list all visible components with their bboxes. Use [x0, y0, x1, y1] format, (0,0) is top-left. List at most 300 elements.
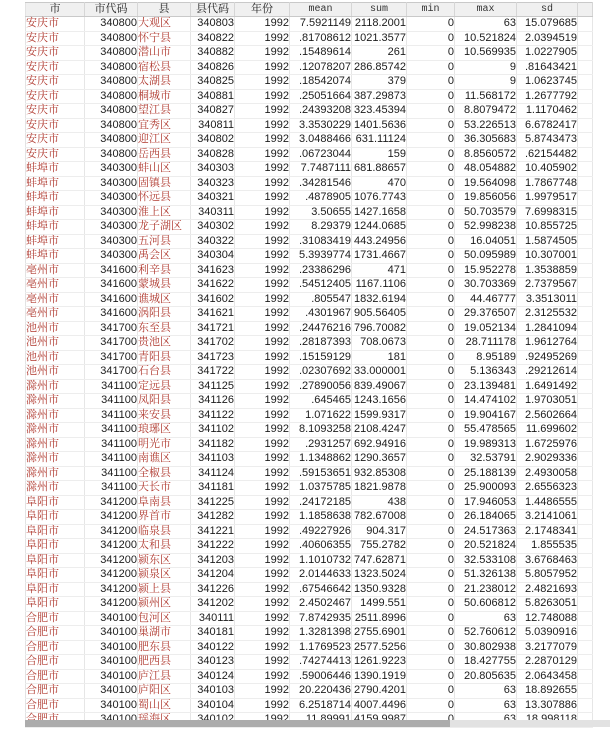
cell-mean[interactable]: .06723044 [290, 147, 352, 162]
cell-city[interactable]: 蚌埠市 [26, 162, 85, 177]
cell-sum[interactable]: 33.000001 [352, 365, 407, 380]
cell-sum[interactable]: 1832.6194 [352, 292, 407, 307]
cell-sum[interactable]: 1427.1658 [352, 205, 407, 220]
cell-mean[interactable]: .23386296 [290, 263, 352, 278]
cell-county[interactable]: 凤阳县 [138, 394, 191, 409]
cell-min[interactable]: 0 [407, 437, 455, 452]
cell-min[interactable]: 0 [407, 698, 455, 713]
cell-year[interactable]: 1992 [235, 220, 290, 235]
cell-county[interactable]: 界首市 [138, 510, 191, 525]
cell-max[interactable]: 55.478565 [455, 423, 517, 438]
cell-county-code[interactable]: 341622 [191, 278, 235, 293]
cell-year[interactable]: 1992 [235, 191, 290, 206]
cell-year[interactable]: 1992 [235, 104, 290, 119]
cell-min[interactable]: 0 [407, 249, 455, 264]
cell-sd[interactable]: 3.2141061 [517, 510, 578, 525]
cell-mean[interactable]: .31083419 [290, 234, 352, 249]
cell-year[interactable]: 1992 [235, 510, 290, 525]
cell-city[interactable]: 合肥市 [26, 698, 85, 713]
cell-sum[interactable]: 470 [352, 176, 407, 191]
cell-mean[interactable]: 20.220436 [290, 684, 352, 699]
cell-mean[interactable]: .25051664 [290, 89, 352, 104]
cell-mean[interactable]: 8.1093258 [290, 423, 352, 438]
cell-max[interactable]: 14.474102 [455, 394, 517, 409]
cell-city[interactable]: 阜阳市 [26, 568, 85, 583]
cell-min[interactable]: 0 [407, 669, 455, 684]
cell-mean[interactable]: .34281546 [290, 176, 352, 191]
cell-city[interactable]: 安庆市 [26, 17, 85, 32]
cell-sd[interactable]: 18.892655 [517, 684, 578, 699]
cell-city[interactable]: 池州市 [26, 350, 85, 365]
cell-year[interactable]: 1992 [235, 582, 290, 597]
cell-sum[interactable]: 1401.5636 [352, 118, 407, 133]
cell-county[interactable]: 潜山市 [138, 46, 191, 61]
cell-county[interactable]: 颍州区 [138, 597, 191, 612]
cell-min[interactable]: 0 [407, 394, 455, 409]
cell-mean[interactable]: 7.8742935 [290, 611, 352, 626]
cell-min[interactable]: 0 [407, 234, 455, 249]
cell-min[interactable]: 0 [407, 408, 455, 423]
cell-city-code[interactable]: 341200 [85, 597, 138, 612]
cell-mean[interactable]: .27890056 [290, 379, 352, 394]
cell-county-code[interactable]: 341202 [191, 597, 235, 612]
cell-city[interactable]: 安庆市 [26, 89, 85, 104]
cell-county[interactable]: 怀远县 [138, 191, 191, 206]
cell-sd[interactable]: 10.307001 [517, 249, 578, 264]
cell-max[interactable]: 30.802938 [455, 640, 517, 655]
cell-max[interactable]: 20.805635 [455, 669, 517, 684]
cell-year[interactable]: 1992 [235, 249, 290, 264]
cell-max[interactable]: 19.904167 [455, 408, 517, 423]
cell-city[interactable]: 合肥市 [26, 626, 85, 641]
cell-min[interactable]: 0 [407, 684, 455, 699]
cell-max[interactable]: 52.998238 [455, 220, 517, 235]
cell-min[interactable]: 0 [407, 176, 455, 191]
cell-year[interactable]: 1992 [235, 452, 290, 467]
cell-max[interactable]: 20.521824 [455, 539, 517, 554]
cell-sum[interactable]: 286.85742 [352, 60, 407, 75]
column-header-max[interactable]: max [455, 3, 517, 17]
cell-county-code[interactable]: 340825 [191, 75, 235, 90]
cell-sum[interactable]: 1076.7743 [352, 191, 407, 206]
cell-county-code[interactable]: 340122 [191, 640, 235, 655]
cell-mean[interactable]: 8.29379 [290, 220, 352, 235]
cell-sd[interactable]: 2.0643458 [517, 669, 578, 684]
cell-city[interactable]: 阜阳市 [26, 510, 85, 525]
cell-city[interactable]: 亳州市 [26, 307, 85, 322]
cell-max[interactable]: 17.946053 [455, 495, 517, 510]
cell-sd[interactable]: 5.8263051 [517, 597, 578, 612]
cell-sd[interactable]: 1.6725976 [517, 437, 578, 452]
cell-city-code[interactable]: 341700 [85, 321, 138, 336]
cell-county[interactable]: 肥东县 [138, 640, 191, 655]
cell-year[interactable]: 1992 [235, 466, 290, 481]
cell-mean[interactable]: .18542074 [290, 75, 352, 90]
cell-city[interactable]: 安庆市 [26, 104, 85, 119]
cell-county-code[interactable]: 340111 [191, 611, 235, 626]
cell-year[interactable]: 1992 [235, 17, 290, 32]
cell-sum[interactable]: 2108.4247 [352, 423, 407, 438]
cell-city[interactable]: 阜阳市 [26, 597, 85, 612]
cell-max[interactable]: 8.8560572 [455, 147, 517, 162]
cell-county[interactable]: 东至县 [138, 321, 191, 336]
cell-sum[interactable]: 1821.9878 [352, 481, 407, 496]
cell-city[interactable]: 滁州市 [26, 437, 85, 452]
cell-min[interactable]: 0 [407, 75, 455, 90]
cell-min[interactable]: 0 [407, 626, 455, 641]
column-header-sd[interactable]: sd [517, 3, 578, 17]
cell-city-code[interactable]: 340300 [85, 249, 138, 264]
cell-min[interactable]: 0 [407, 162, 455, 177]
cell-min[interactable]: 0 [407, 205, 455, 220]
cell-county[interactable]: 石台县 [138, 365, 191, 380]
cell-year[interactable]: 1992 [235, 611, 290, 626]
cell-county[interactable]: 岳西县 [138, 147, 191, 162]
cell-sum[interactable]: 471 [352, 263, 407, 278]
cell-county[interactable]: 迎江区 [138, 133, 191, 148]
cell-min[interactable]: 0 [407, 263, 455, 278]
cell-county-code[interactable]: 340827 [191, 104, 235, 119]
cell-sd[interactable]: 7.6998315 [517, 205, 578, 220]
cell-year[interactable]: 1992 [235, 437, 290, 452]
cell-mean[interactable]: .74274413 [290, 655, 352, 670]
cell-city[interactable]: 安庆市 [26, 118, 85, 133]
cell-min[interactable]: 0 [407, 510, 455, 525]
cell-max[interactable]: 19.856056 [455, 191, 517, 206]
cell-city-code[interactable]: 340300 [85, 220, 138, 235]
cell-mean[interactable]: .67546642 [290, 582, 352, 597]
cell-city-code[interactable]: 341200 [85, 553, 138, 568]
cell-min[interactable]: 0 [407, 452, 455, 467]
cell-year[interactable]: 1992 [235, 408, 290, 423]
cell-city-code[interactable]: 340100 [85, 611, 138, 626]
cell-year[interactable]: 1992 [235, 31, 290, 46]
cell-mean[interactable]: .4878905 [290, 191, 352, 206]
cell-county[interactable]: 巢湖市 [138, 626, 191, 641]
cell-county-code[interactable]: 340123 [191, 655, 235, 670]
horizontal-scrollbar[interactable] [25, 720, 610, 727]
cell-sum[interactable]: 1261.9223 [352, 655, 407, 670]
cell-county-code[interactable]: 340304 [191, 249, 235, 264]
cell-county[interactable]: 桐城市 [138, 89, 191, 104]
cell-city[interactable]: 滁州市 [26, 466, 85, 481]
cell-sd[interactable]: 2.2870129 [517, 655, 578, 670]
cell-city-code[interactable]: 341200 [85, 568, 138, 583]
cell-county[interactable]: 大观区 [138, 17, 191, 32]
cell-city[interactable]: 安庆市 [26, 75, 85, 90]
cell-county[interactable]: 全椒县 [138, 466, 191, 481]
cell-city-code[interactable]: 341700 [85, 365, 138, 380]
cell-max[interactable]: 63 [455, 698, 517, 713]
cell-min[interactable]: 0 [407, 118, 455, 133]
cell-mean[interactable]: .15489614 [290, 46, 352, 61]
cell-county-code[interactable]: 341621 [191, 307, 235, 322]
cell-sum[interactable]: 747.62871 [352, 553, 407, 568]
cell-city[interactable]: 滁州市 [26, 394, 85, 409]
cell-mean[interactable]: 7.7487111 [290, 162, 352, 177]
cell-city-code[interactable]: 340800 [85, 60, 138, 75]
cell-min[interactable]: 0 [407, 191, 455, 206]
cell-county[interactable]: 龙子湖区 [138, 220, 191, 235]
cell-sd[interactable]: 2.4930058 [517, 466, 578, 481]
cell-county[interactable]: 望江县 [138, 104, 191, 119]
cell-sd[interactable]: 1.0623745 [517, 75, 578, 90]
cell-sd[interactable]: .62154482 [517, 147, 578, 162]
cell-city-code[interactable]: 341100 [85, 437, 138, 452]
cell-county-code[interactable]: 340882 [191, 46, 235, 61]
cell-year[interactable]: 1992 [235, 205, 290, 220]
cell-city-code[interactable]: 341700 [85, 350, 138, 365]
column-header-city[interactable]: 市 [26, 3, 85, 17]
cell-county[interactable]: 庐阳区 [138, 684, 191, 699]
cell-county-code[interactable]: 340826 [191, 60, 235, 75]
cell-sd[interactable]: 3.3513011 [517, 292, 578, 307]
cell-county[interactable]: 颍上县 [138, 582, 191, 597]
cell-county-code[interactable]: 340881 [191, 89, 235, 104]
cell-year[interactable]: 1992 [235, 539, 290, 554]
cell-city[interactable]: 滁州市 [26, 481, 85, 496]
cell-sum[interactable]: 1731.4667 [352, 249, 407, 264]
cell-min[interactable]: 0 [407, 423, 455, 438]
cell-county-code[interactable]: 341103 [191, 452, 235, 467]
cell-county-code[interactable]: 341602 [191, 292, 235, 307]
column-header-mean[interactable]: mean [290, 3, 352, 17]
cell-city[interactable]: 阜阳市 [26, 582, 85, 597]
cell-city[interactable]: 合肥市 [26, 655, 85, 670]
cell-county-code[interactable]: 340803 [191, 17, 235, 32]
cell-city-code[interactable]: 341200 [85, 495, 138, 510]
cell-sum[interactable]: 796.70082 [352, 321, 407, 336]
cell-sd[interactable]: 2.5602664 [517, 408, 578, 423]
cell-sum[interactable]: 323.45394 [352, 104, 407, 119]
cell-sd[interactable]: 1.5874505 [517, 234, 578, 249]
cell-year[interactable]: 1992 [235, 292, 290, 307]
cell-min[interactable]: 0 [407, 278, 455, 293]
cell-city-code[interactable]: 340800 [85, 133, 138, 148]
cell-year[interactable]: 1992 [235, 162, 290, 177]
cell-city-code[interactable]: 340800 [85, 17, 138, 32]
column-header-county-code[interactable]: 县代码 [191, 3, 235, 17]
cell-year[interactable]: 1992 [235, 176, 290, 191]
cell-max[interactable]: 23.139481 [455, 379, 517, 394]
cell-year[interactable]: 1992 [235, 307, 290, 322]
cell-year[interactable]: 1992 [235, 60, 290, 75]
cell-min[interactable]: 0 [407, 553, 455, 568]
cell-year[interactable]: 1992 [235, 365, 290, 380]
cell-max[interactable]: 30.703369 [455, 278, 517, 293]
cell-mean[interactable]: 5.3939774 [290, 249, 352, 264]
cell-county[interactable]: 临泉县 [138, 524, 191, 539]
cell-mean[interactable]: 1.1348862 [290, 452, 352, 467]
cell-city-code[interactable]: 341200 [85, 524, 138, 539]
cell-sum[interactable]: 2755.6901 [352, 626, 407, 641]
cell-sd[interactable]: 12.748088 [517, 611, 578, 626]
cell-max[interactable]: 26.184065 [455, 510, 517, 525]
cell-sd[interactable]: 1.3538859 [517, 263, 578, 278]
cell-year[interactable]: 1992 [235, 379, 290, 394]
cell-max[interactable]: 15.952278 [455, 263, 517, 278]
cell-county-code[interactable]: 341623 [191, 263, 235, 278]
cell-max[interactable]: 8.95189 [455, 350, 517, 365]
cell-sum[interactable]: 2118.2001 [352, 17, 407, 32]
cell-mean[interactable]: 3.0488466 [290, 133, 352, 148]
cell-mean[interactable]: 2.0144633 [290, 568, 352, 583]
cell-sum[interactable]: 181 [352, 350, 407, 365]
cell-max[interactable]: 44.46777 [455, 292, 517, 307]
cell-county[interactable]: 南谯区 [138, 452, 191, 467]
cell-city-code[interactable]: 340100 [85, 626, 138, 641]
cell-county-code[interactable]: 341125 [191, 379, 235, 394]
cell-mean[interactable]: .645465 [290, 394, 352, 409]
cell-city[interactable]: 蚌埠市 [26, 205, 85, 220]
cell-max[interactable]: 19.052134 [455, 321, 517, 336]
column-header-city-code[interactable]: 市代码 [85, 3, 138, 17]
cell-mean[interactable]: .2931257 [290, 437, 352, 452]
cell-county-code[interactable]: 340124 [191, 669, 235, 684]
cell-min[interactable]: 0 [407, 46, 455, 61]
cell-city[interactable]: 合肥市 [26, 611, 85, 626]
column-header-min[interactable]: min [407, 3, 455, 17]
cell-county[interactable]: 宜秀区 [138, 118, 191, 133]
cell-sd[interactable]: 10.855725 [517, 220, 578, 235]
cell-city[interactable]: 蚌埠市 [26, 220, 85, 235]
cell-min[interactable]: 0 [407, 60, 455, 75]
cell-sum[interactable]: 1599.9317 [352, 408, 407, 423]
cell-county[interactable]: 贵池区 [138, 336, 191, 351]
cell-max[interactable]: 10.521824 [455, 31, 517, 46]
cell-county[interactable]: 禹会区 [138, 249, 191, 264]
horizontal-scrollbar-thumb[interactable] [25, 720, 450, 727]
cell-county-code[interactable]: 341222 [191, 539, 235, 554]
cell-mean[interactable]: .59006446 [290, 669, 352, 684]
cell-year[interactable]: 1992 [235, 568, 290, 583]
cell-max[interactable]: 9 [455, 60, 517, 75]
cell-mean[interactable]: .49227926 [290, 524, 352, 539]
cell-year[interactable]: 1992 [235, 481, 290, 496]
cell-county-code[interactable]: 341225 [191, 495, 235, 510]
cell-sd[interactable]: 1.6491492 [517, 379, 578, 394]
cell-sum[interactable]: 1290.3657 [352, 452, 407, 467]
cell-city[interactable]: 蚌埠市 [26, 249, 85, 264]
cell-max[interactable]: 19.989313 [455, 437, 517, 452]
cell-county[interactable]: 庐江县 [138, 669, 191, 684]
cell-city-code[interactable]: 340100 [85, 655, 138, 670]
cell-min[interactable]: 0 [407, 481, 455, 496]
cell-county-code[interactable]: 340103 [191, 684, 235, 699]
cell-county-code[interactable]: 341203 [191, 553, 235, 568]
cell-sd[interactable]: 2.0394519 [517, 31, 578, 46]
cell-min[interactable]: 0 [407, 379, 455, 394]
cell-city-code[interactable]: 340800 [85, 118, 138, 133]
cell-max[interactable]: 24.517363 [455, 524, 517, 539]
cell-city[interactable]: 合肥市 [26, 669, 85, 684]
cell-city[interactable]: 蚌埠市 [26, 176, 85, 191]
cell-city-code[interactable]: 340300 [85, 234, 138, 249]
cell-county-code[interactable]: 340302 [191, 220, 235, 235]
cell-county-code[interactable]: 340311 [191, 205, 235, 220]
cell-sum[interactable]: 443.24956 [352, 234, 407, 249]
column-header-year[interactable]: 年份 [235, 3, 290, 17]
cell-max[interactable]: 52.760612 [455, 626, 517, 641]
cell-max[interactable]: 36.305683 [455, 133, 517, 148]
cell-year[interactable]: 1992 [235, 626, 290, 641]
cell-city-code[interactable]: 341200 [85, 510, 138, 525]
cell-year[interactable]: 1992 [235, 669, 290, 684]
cell-sd[interactable]: .92495269 [517, 350, 578, 365]
cell-county-code[interactable]: 340323 [191, 176, 235, 191]
cell-sum[interactable]: 2790.4201 [352, 684, 407, 699]
cell-city-code[interactable]: 341100 [85, 408, 138, 423]
cell-sd[interactable]: 1.855535 [517, 539, 578, 554]
cell-county-code[interactable]: 340822 [191, 31, 235, 46]
cell-min[interactable]: 0 [407, 539, 455, 554]
cell-sum[interactable]: 1350.9328 [352, 582, 407, 597]
cell-max[interactable]: 63 [455, 684, 517, 699]
cell-sum[interactable]: 631.11124 [352, 133, 407, 148]
cell-mean[interactable]: 1.1010732 [290, 553, 352, 568]
cell-max[interactable]: 11.568172 [455, 89, 517, 104]
cell-min[interactable]: 0 [407, 582, 455, 597]
cell-year[interactable]: 1992 [235, 423, 290, 438]
cell-city-code[interactable]: 340100 [85, 684, 138, 699]
cell-sd[interactable]: 2.3125532 [517, 307, 578, 322]
cell-year[interactable]: 1992 [235, 698, 290, 713]
cell-sum[interactable]: 708.0673 [352, 336, 407, 351]
cell-mean[interactable]: .40606355 [290, 539, 352, 554]
cell-city[interactable]: 阜阳市 [26, 495, 85, 510]
cell-city-code[interactable]: 340100 [85, 698, 138, 713]
cell-county[interactable]: 宿松县 [138, 60, 191, 75]
cell-county[interactable]: 淮上区 [138, 205, 191, 220]
cell-county-code[interactable]: 341182 [191, 437, 235, 452]
cell-sd[interactable]: 1.7867748 [517, 176, 578, 191]
cell-city[interactable]: 亳州市 [26, 278, 85, 293]
cell-max[interactable]: 32.53791 [455, 452, 517, 467]
cell-mean[interactable]: 1.1769523 [290, 640, 352, 655]
cell-mean[interactable]: .81708612 [290, 31, 352, 46]
cell-min[interactable]: 0 [407, 336, 455, 351]
cell-sum[interactable]: 1499.551 [352, 597, 407, 612]
cell-county[interactable]: 青阳县 [138, 350, 191, 365]
cell-city-code[interactable]: 340300 [85, 191, 138, 206]
cell-city[interactable]: 安庆市 [26, 60, 85, 75]
cell-county[interactable]: 颍泉区 [138, 568, 191, 583]
cell-min[interactable]: 0 [407, 220, 455, 235]
cell-city[interactable]: 滁州市 [26, 423, 85, 438]
cell-sum[interactable]: 1243.1656 [352, 394, 407, 409]
cell-max[interactable]: 63 [455, 611, 517, 626]
column-header-county[interactable]: 县 [138, 3, 191, 17]
cell-mean[interactable]: .24476216 [290, 321, 352, 336]
cell-county-code[interactable]: 341221 [191, 524, 235, 539]
cell-sd[interactable]: 1.9979517 [517, 191, 578, 206]
cell-min[interactable]: 0 [407, 350, 455, 365]
cell-county-code[interactable]: 341126 [191, 394, 235, 409]
cell-county[interactable]: 天长市 [138, 481, 191, 496]
cell-city[interactable]: 安庆市 [26, 147, 85, 162]
cell-year[interactable]: 1992 [235, 147, 290, 162]
cell-year[interactable]: 1992 [235, 133, 290, 148]
cell-min[interactable]: 0 [407, 466, 455, 481]
cell-sum[interactable]: 387.29873 [352, 89, 407, 104]
cell-county[interactable]: 谯城区 [138, 292, 191, 307]
cell-sd[interactable]: 2.9029336 [517, 452, 578, 467]
cell-county-code[interactable]: 341702 [191, 336, 235, 351]
cell-mean[interactable]: .4301967 [290, 307, 352, 322]
cell-county[interactable]: 琅琊区 [138, 423, 191, 438]
cell-city-code[interactable]: 341600 [85, 263, 138, 278]
cell-sum[interactable]: 782.67008 [352, 510, 407, 525]
